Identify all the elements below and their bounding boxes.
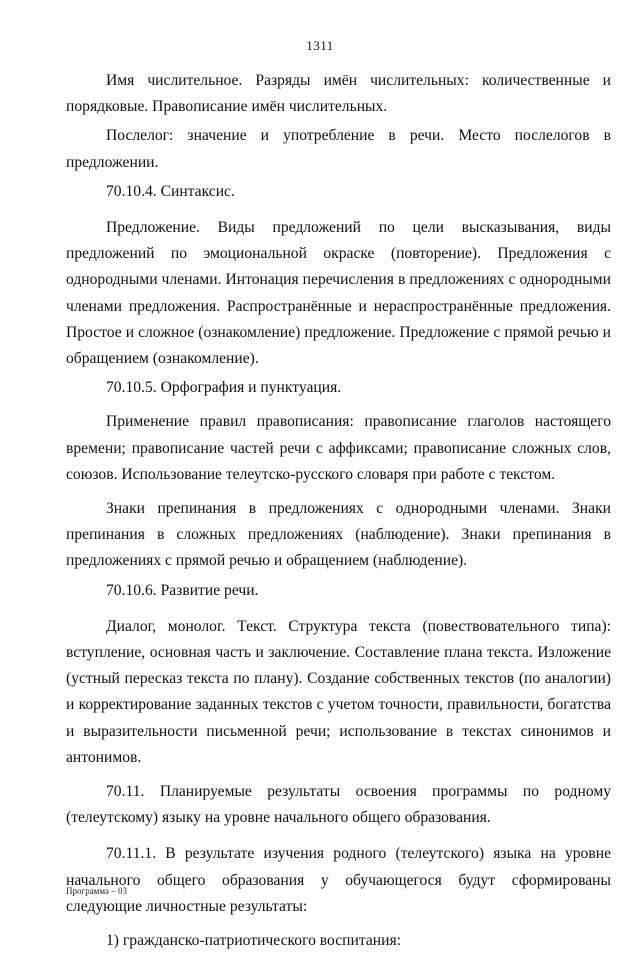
paragraph-text-structure: Диалог, монолог. Текст. Структура текста (повествовательного типа): вступление, основная часть и заключение. Составление плана текста. Изложение (устный пересказ текста по плану). Создание собственных текстов (по аналогии) и корректирование заданных текстов с учетом точности, правильности, богатства и выразительности письменной речи; использование в текстах синонимов и антонимов.: [66, 617, 611, 766]
page-number: 1311: [306, 38, 334, 53]
paragraph-spelling-rules: Применение правил правописания: правописание глаголов настоящего времени; правописание частей речи с аффиксами; правописание сложных слов, союзов. Использование телеутско-русского словаря при работе с текстом.: [66, 413, 611, 483]
paragraph-numerals: Имя числительное. Разряды имён числительных: количественные и порядковые. Правописание имён числительных.: [66, 72, 611, 116]
paragraph-sentences: Предложение. Виды предложений по цели высказывания, виды предложений по эмоциональной окраске (повторение). Предложения с однородными членами. Интонация перечисления в предложениях с однородными членами предложения. Распространённые и нераспространённые предложения. Простое и сложное (ознакомление) предложение. Предложение с прямой речью и обращением (ознакомление).: [66, 219, 611, 368]
section-heading-results: 70.11. Планируемые результаты освоения программы по родному (телеутскому) языку на уровне начального общего образования.: [66, 783, 611, 827]
list-item-civic-education: 1) гражданско-патриотического воспитания:: [106, 932, 401, 950]
section-heading-speech: 70.10.6. Развитие речи.: [106, 581, 259, 599]
paragraph-punctuation: Знаки препинания в предложениях с однородными членами. Знаки препинания в сложных предложениях (наблюдение). Знаки препинания в предложениях с прямой речью и обращением (наблюдение).: [66, 500, 611, 570]
section-heading-orthography: 70.10.5. Орфография и пунктуация.: [106, 379, 342, 397]
paragraph-postpositions: Послелог: значение и употребление в речи. Место послелогов в предложении.: [66, 127, 611, 171]
footer-label: Программа – 03: [66, 886, 128, 896]
section-heading-syntax: 70.10.4. Синтаксис.: [106, 182, 235, 200]
document-body: [66, 68, 611, 954]
paragraph-personal-results: 70.11.1. В результате изучения родного (телеутского) языка на уровне начального общего образования у обучающегося будут сформированы следующие личностные результаты:: [66, 845, 611, 915]
